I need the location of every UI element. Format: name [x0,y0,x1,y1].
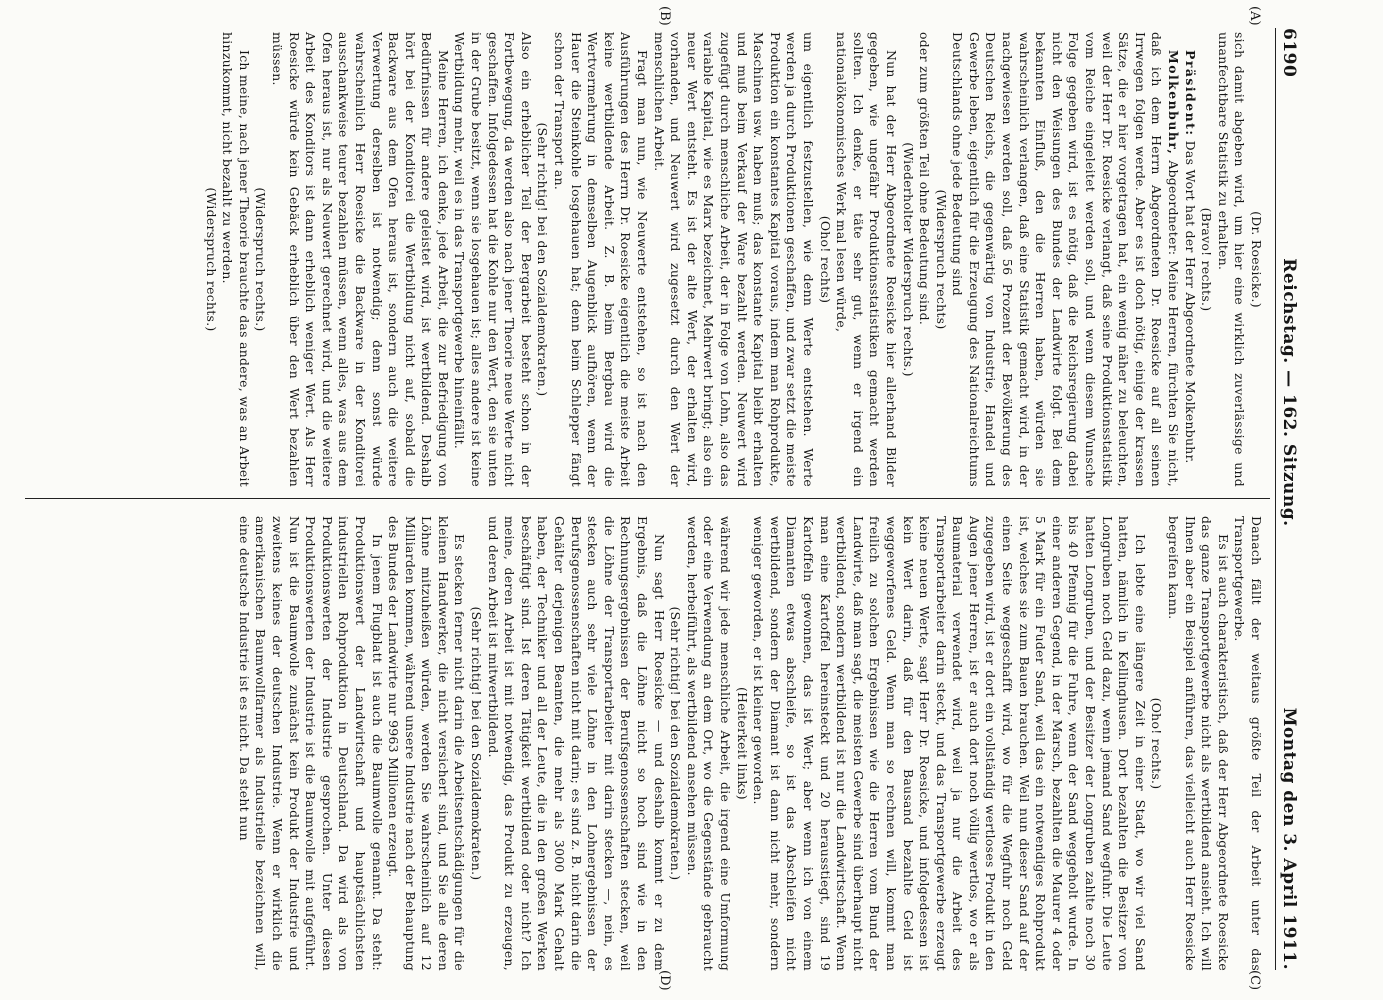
paragraph: um eigentlich festzustellen, wie denn Werte entstehen. Werte werden ja durch Produktionen geschaffen, und zwar setzt die meiste Produktion ein konstantes Kapital voraus, indem man Rohprodukte, Maschinen usw. haben muß; das konstante Kapital bleibt erhalten und muß beim Verkauf der Ware bezahlt werden. Neuwert wird zugefügt durch menschliche Arbeit, der in Folge von Lohn, also das variable Kapital, wie es Marx bezeichnet, Mehrwert bringt; also ein neuer Wert entsteht. Es ist der alte Wert, der erhalten wird, vorhanden, und Neuwert wird zugesetzt durch den Wert der menschlichen Arbeit. [651,32,816,487]
margin-mark-d: (D) [657,970,672,991]
interjection: (Oho! rechts.) [1149,697,1165,790]
interjection: (Widerspruch rechts.) [253,187,269,332]
interjection: (Bravo! rechts.) [1199,207,1215,312]
header-title: Reichstag. — 162. Sitzung. [1279,258,1299,527]
margin-mark-b: (B) [657,6,672,26]
paragraph: Meine Herren, ich denke, jede Arbeit, die zur Befriedigung von Bedürfnissen für andere geleistet wird, ist wertbildend. Deshalb hört bei der Konditorei die Wertbildung nicht auf, sobald die Backware aus dem Ofen heraus ist, sondern auch die weitere Verwertung derselben ist notwendig; denn sonst würde wahrscheinlich Herr Roesicke die Backware in der Konditorei ausschankweise teurer bezahlen müssen, wenn alles, was aus dem Ofen heraus ist, nur als Neuwert gerechnet wird, und die weitere Arbeit des Konditors ist dann erheblich weniger Wert. Als Herr Roesicke würde kein Gebäck erheblich über den Wert bezahlen müssen. [269,32,451,487]
speaker-paragraph [1181,32,1198,487]
column-divider [25,498,1270,499]
paragraph: sich damit abgeben wird, um hier eine wirklich zuverlässige und unanfechtbare Statistik zu erhalten. [1215,32,1248,487]
left-column [202,32,1264,487]
interjection: (Oho! rechts) [817,215,833,304]
interjection: (Widerspruch rechts.) [203,187,219,332]
speaker-paragraph [949,32,1181,487]
interjection: (Sehr richtig! bei den Sozialdemokraten.) [469,606,485,881]
interjection: (Dr. Roesicke.) [1249,211,1264,308]
interjection: (Sehr richtig! bei den Sozialdemokraten.) [668,606,684,881]
interjection: (Heiterkeit links) [734,687,750,800]
right-column [235,516,1264,971]
speaker-name: Molkenbuhr, [1166,50,1182,156]
page-number: 6190 [1279,28,1299,78]
page-header [1275,28,1302,970]
paragraph: Also ein erheblicher Teil der Bergarbeit besteht schon in der Fortbewegung, da werden also nach jener Theorie neue Werte nicht geschaffen. Infolgedessen hat die Kohle nur den Wert, den sie unten in der Grube besitzt, wenn sie losgehauen ist; alles andere ist keine Wertbildung mehr, weil es in das Transportgewerbe hineinfällt. [452,32,534,487]
header-date: Montag den 3. April 1911. [1279,707,1299,970]
speech-text: Abgeordneter: Meine Herren, fürchten Sie nicht, daß ich dem Herrn Abgeordneten Dr. Roesicke auf all seinen Irrwegen folgen werde. Aber es ist doch nötig, einige der krassen Sätze, die er hier vorgetragen hat, ein wenig näher zu beleuchten, weil der Herr Dr. Roesicke verlangt, daß seine Produktionsstatistik vom Reiche eingeleitet werden soll, und wenn diesem Wunsche Folge gegeben wird, ist es nötig, daß die Reichsregierung dabei nicht den Weisungen des Bundes der Landwirte folgt. Bei dem bekannten Einfluß, den die Herren haben, würden sie wahrscheinlich verlangen, daß eine Statistik gemacht wird, in der nachgewiesen werden soll, daß 56 Prozent der Bevölkerung des Deutschen Reichs, die gegenwärtig von Industrie, Handel und Gewerbe leben, eigentlich für die Erzeugung des Nationalreichtums Deutschlands ohne jede Bedeutung sind [950,32,1182,487]
paragraph: In jenem Flugblatt ist auch die Baumwolle genannt. Da steht: Produktionswert der Landwirtschaft und hauptsächlichsten industriellen Rohproduktion in Deutschland. Da wird als von Produktionswerten der Industrie gesprochen. Unter diesen Produktionswerten der Industrie ist die Baumwolle mit aufgeführt. Nun ist die Baumwolle zunächst kein Produkt der Industrie und zweitens keines der deutschen Industrie. Wenn er wirklich die amerikanischen Baumwollfarmer als Industrielle bezeichnen will, eine deutsche Industrie ist es nicht. Da steht nun [236,516,385,971]
interjection: (Sehr richtig! bei den Sozialdemokraten.) [535,122,551,397]
paragraph: Nun hat der Herr Abgeordnete Roesicke hier allerhand Bilder gegeben, wie ungefähr Produktionsstatistiken gemacht werden sollten. Ich denke, er täte sehr gut, wenn er irgend ein nationalökonomisches Werk mal lesen würde, [834,32,899,487]
paragraph: während wir jede menschliche Arbeit, die irgend eine Umformung oder eine Verwendung an dem Ort, wo die Gegenstände gebraucht werden, herbeiführt, als wertbildend ansehen müssen. [684,516,733,971]
paragraph: oder zum größten Teil ohne Bedeutung sind. [917,32,933,326]
paragraph: Ich lebte eine längere Zeit in einer Stadt, wo wir viel Sand hatten, nämlich in Kellinghusen. Dort bezahlten die Besitzer von Longruben noch Geld dazu, wenn jemand Sand wegfuhr. Die Leute hatten Longruben, und der Besitzer der Longruben zahlte noch 30 bis 40 Pfennig für die Fuhre, wenn der Sand weggeholt wurde. In einer anderen Gegend, in der Marsch, bezahlten die Maurer 4 oder 5 Mark für ein Fuder Sand, weil das ein notwendiges Rohprodukt ist, welches sie zum Bauen brauchen. Weil nun dieser Sand auf der einen Seite weggeschafft wird, wo für die Wegfuhr noch Geld zugegeben wird, ist er dort ein vollständig wertloses Produkt in den Augen jener Herren, ist er auch dort noch völlig wertlos, wo er als Baumaterial verwendet wird, weil ja nur die Arbeit des Transportarbeiter darin steckt, und das Transportgewerbe erzeugt keine neuen Werte, sagt Herr Dr. Roesicke, und infolgedessen ist kein Wert darin, daß für den Bausand bezahlte Geld ist weggeworfenes Geld. Wenn man so rechnen will, kommt man freilich zu solchen Ergebnissen wie die Herren vom Bund der Landwirte, daß man sagt, die meisten Gewerbe sind überhaupt nicht wertbildend, sondern wertbildend ist nur die Landwirtschaft. Wenn man eine Kartoffel hereinsteckt und 20 herausstiegt, sind 19 Kartoffeln gewonnen, das ist Wert; aber wenn ich von einem Diamanten etwas abschleife, so ist das Abschleifen nicht wertbildend, sondern der Diamant ist dann nicht mehr, sondern weniger geworden, er ist kleiner geworden. [751,516,1148,971]
paragraph: Ich meine, nach jener Theorie brauchte das andere, was an Arbeit hinzukommt, nicht bezahlt zu werden. [220,32,252,487]
speech-text: Das Wort hat der Herr Abgeordnete Molkenbuhr. [1182,140,1198,464]
paragraph: Fragt man nun, wie Neuwerte entstehen, so ist nach den Ausführungen des Herrn Dr. Roesicke eigentlich die meiste Arbeit keine wertbildende Arbeit. Z. B. beim Bergbau wird die Wertvermehrung in demselben Augenblick aufhören, wenn der Hauer die Steinkohle losgehauen hat; denn beim Schlepper fängt schon der Transport an. [552,32,651,487]
paragraph: Danach fällt der weitaus größte Teil der Arbeit unter das Transportgewerbe. [1232,516,1264,971]
interjection: (Wiederholter Widerspruch rechts.) [900,142,916,377]
margin-mark-c: (C) [1247,970,1262,991]
margin-mark-a: (A) [1247,6,1262,26]
interjection: (Widerspruch rechts) [933,189,949,330]
paragraph: Nun sagt Herr Roesicke — und deshalb kommt er zu dem Ergebnis, daß die Löhne nicht so hoch sind wie in den Rechnungsergebnissen der Berufsgenossenschaften stecken, weil die Löhne der Transportarbeiter mit darin stecken —, nein, es stecken auch sehr viele Löhne in den Lohnergebnissen der Berufsgenossenschaften nicht mit darin; es sind z. B. nicht darin die Gehälter derjenigen Beamten, die mehr als 3000 Mark Gehalt haben, der Techniker und all der Leute, die in den großen Werken beschäftigt sind. Ist deren Tätigkeit wertbildend oder nicht? Ich meine, deren Arbeit ist mit notwendig, das Produkt zu erzeugen, und deren Arbeit ist mitwertbildend. [485,516,667,971]
paragraph: Es stecken ferner nicht darin die Arbeitsentschädigungen für die kleinen Handwerker, die nicht versichert sind, und Sie alle deren Löhne mitzuheißen würden, werden Sie wahrscheinlich auf 12 Milliarden kommen, während unsere Industrie nach der Behauptung des Bundes der Landwirte nur 9963 Millionen erzeugt. [386,516,468,971]
speaker-name: Präsident: [1182,50,1198,137]
paragraph: Es ist auch charakteristisch, daß der Herr Abgeordnete Roesicke das ganze Transportgewerbe nicht als wertbildend ansieht. Ich will Ihnen aber ein Beispiel anführen, das vielleicht auch Herr Roesicke begreifen kann. [1166,516,1231,971]
